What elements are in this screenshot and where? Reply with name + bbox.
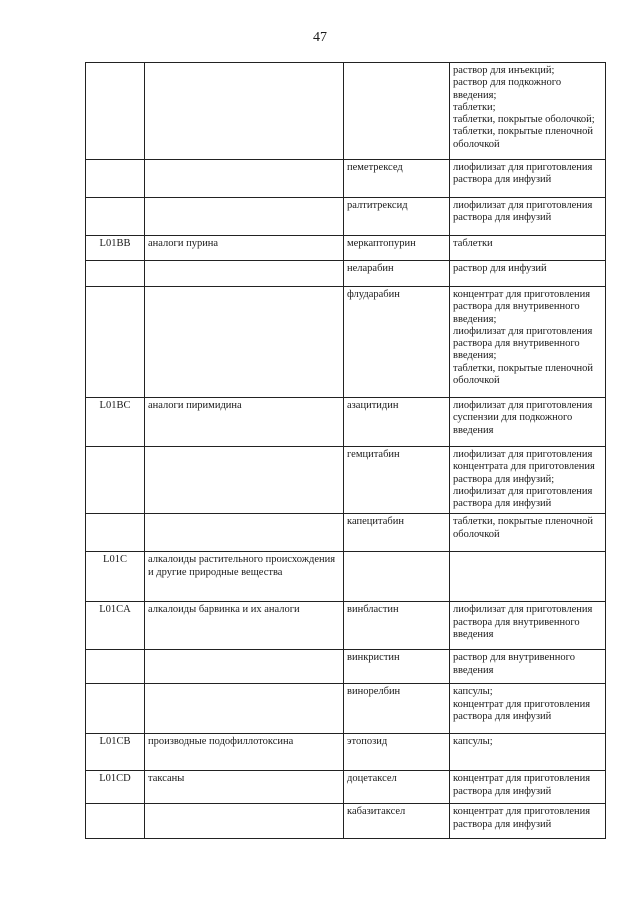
group-name — [145, 514, 344, 552]
dosage-form: лиофилизат для приготовления раствора для инфузий — [450, 198, 606, 236]
table-row — [86, 287, 606, 398]
atc-code — [86, 198, 145, 236]
drug-name: доцетаксел — [344, 771, 450, 804]
dosage-form: концентрат для приготовления раствора для инфузий — [450, 771, 606, 804]
drug-name — [344, 63, 450, 160]
atc-code: L01CD — [86, 771, 145, 804]
dosage-form: раствор для инфузий — [450, 261, 606, 287]
drug-name: ралтитрексид — [344, 198, 450, 236]
atc-code — [86, 514, 145, 552]
table-row — [86, 734, 606, 771]
table-row — [86, 261, 606, 287]
table-row — [86, 198, 606, 236]
group-name — [145, 287, 344, 398]
atc-code: L01BB — [86, 236, 145, 261]
drug-name: винкристин — [344, 650, 450, 684]
drug-name: винорелбин — [344, 684, 450, 734]
group-name — [145, 198, 344, 236]
group-name: аналоги пиримидина — [145, 398, 344, 447]
atc-code — [86, 287, 145, 398]
atc-code — [86, 804, 145, 839]
drug-table — [85, 62, 606, 839]
dosage-form: лиофилизат для приготовления концентрата для приготовления раствора для инфузий; лиофилизат для приготовления раствора для инфузий — [450, 447, 606, 514]
atc-code: L01BC — [86, 398, 145, 447]
group-name — [145, 650, 344, 684]
dosage-form: раствор для инъекций; раствор для подкожного введения; таблетки; таблетки, покрытые оболочкой; таблетки, покрытые пленочной оболочкой — [450, 63, 606, 160]
table-row — [86, 236, 606, 261]
table-row — [86, 804, 606, 839]
dosage-form: капсулы; концентрат для приготовления раствора для инфузий — [450, 684, 606, 734]
dosage-form: лиофилизат для приготовления раствора для внутривенного введения — [450, 602, 606, 650]
group-name: алкалоиды барвинка и их аналоги — [145, 602, 344, 650]
page-number: 47 — [313, 30, 327, 45]
table-body — [86, 63, 606, 839]
group-name: аналоги пурина — [145, 236, 344, 261]
drug-name: неларабин — [344, 261, 450, 287]
dosage-form: лиофилизат для приготовления суспензии для подкожного введения — [450, 398, 606, 447]
drug-name: меркаптопурин — [344, 236, 450, 261]
group-name — [145, 447, 344, 514]
table-row — [86, 552, 606, 602]
dosage-form: таблетки — [450, 236, 606, 261]
dosage-form: таблетки, покрытые пленочной оболочкой — [450, 514, 606, 552]
group-name: алкалоиды растительного происхождения и другие природные вещества — [145, 552, 344, 602]
atc-code — [86, 261, 145, 287]
dosage-form: лиофилизат для приготовления раствора для инфузий — [450, 160, 606, 198]
group-name — [145, 684, 344, 734]
atc-code — [86, 684, 145, 734]
atc-code — [86, 447, 145, 514]
drug-name: капецитабин — [344, 514, 450, 552]
drug-name: гемцитабин — [344, 447, 450, 514]
drug-name: кабазитаксел — [344, 804, 450, 839]
atc-code: L01C — [86, 552, 145, 602]
dosage-form: концентрат для приготовления раствора для инфузий — [450, 804, 606, 839]
atc-code — [86, 63, 145, 160]
table-row — [86, 63, 606, 160]
drug-name: азацитидин — [344, 398, 450, 447]
atc-code: L01CB — [86, 734, 145, 771]
table-row — [86, 398, 606, 447]
table-row — [86, 684, 606, 734]
drug-name: пеметрексед — [344, 160, 450, 198]
drug-name — [344, 552, 450, 602]
table-row — [86, 160, 606, 198]
drug-name: винбластин — [344, 602, 450, 650]
group-name — [145, 160, 344, 198]
table-row — [86, 447, 606, 514]
dosage-form — [450, 552, 606, 602]
group-name — [145, 63, 344, 160]
group-name: таксаны — [145, 771, 344, 804]
group-name: производные подофиллотоксина — [145, 734, 344, 771]
drug-name: этопозид — [344, 734, 450, 771]
dosage-form: капсулы; — [450, 734, 606, 771]
table-row — [86, 650, 606, 684]
drug-name: флударабин — [344, 287, 450, 398]
table-row — [86, 514, 606, 552]
table-row — [86, 771, 606, 804]
dosage-form: раствор для внутривенного введения — [450, 650, 606, 684]
group-name — [145, 261, 344, 287]
atc-code: L01CA — [86, 602, 145, 650]
atc-code — [86, 160, 145, 198]
group-name — [145, 804, 344, 839]
dosage-form: концентрат для приготовления раствора для внутривенного введения; лиофилизат для приготовления раствора для внутривенного введения; таблетки, покрытые пленочной оболочкой — [450, 287, 606, 398]
table-row — [86, 602, 606, 650]
atc-code — [86, 650, 145, 684]
